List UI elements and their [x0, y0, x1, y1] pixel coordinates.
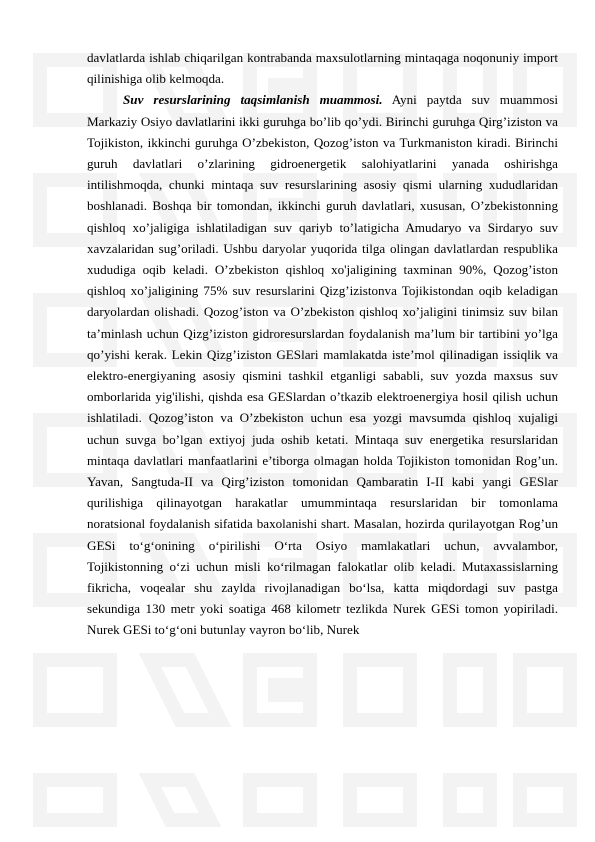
body-text [87, 47, 558, 641]
paragraph-2 [87, 89, 558, 640]
section-heading: Suv resurslarining taqsimlanish muammosi. [123, 92, 383, 108]
paragraph-1-text: davlatlarda ishlab chiqarilgan kontrabanda maxsulotlarning mintaqaga noqonuniy import qilinishiga olib kelmoqda. [87, 50, 558, 87]
paragraph-2-text: Ayni paytda suv muammosi Markaziy Osiyo davlatlarini ikki guruhga bo’lib qo’ydi. Birinchi guruhga Qirg’iziston va Tojikiston, ikkinchi guruhga O’zbekiston, Qozog’iston va Turkmaniston kiradi. Birinchi guruh davlatlari o’zlarining gidroenergetik salohiyatlarini yanada oshirishga intilishmoqda, chunki mintaqa suv resurslarining asosiy qismi ularning xududlaridan boshlanadi. Boshqa bir tomondan, ikkinchi guruh davlatlari, xususan, O’zbekistonning qishloq xo’jaligiga ishlatiladigan suv qariyb to’latigicha Amudaryo va Sirdaryo suv xavzalaridan sug’oriladi. Ushbu daryolar yuqorida tilga olingan davlatlardan respublika xududiga oqib keladi. O’zbekiston qishloq xo'jaligining taxminan 90%, Qozog’iston qishloq xo’jaligining 75% suv resurslarini Qizg’izistonva Tojikistondan oqib keladigan daryolardan olishadi. Qozog’iston va O’zbekiston qishloq xo’jaligini tinimsiz suv bilan ta’minlash uchun Qizg’iziston gidroresurslardan foydalanish ma’lum bir tartibini yo’lga qo’yishi kerak. Lekin Qizg’iziston GESlari mamlakatda iste’mol qilinadigan issiqlik va elektro-energiyaning asosiy qismini tashkil etganligi sababli, suv yozda maxsus suv omborlarida yig'ilishi, qishda esa GESlardan o’tkazib elektroenergiya hosil qilish uchun ishlatiladi. Qozog’iston va O’zbekiston uchun esa yozgi mavsumda qishloq xujaligi uchun suvga bo’lgan extiyoj juda oshib ketati. Mintaqa suv energetika resurslaridan mintaqa davlatlari manfaatlarini e’tiborga olmagan holda Tojikiston tomonidan Rog’un. Yavan, Sangtuda-II va Qirg’iziston tomonidan Qambaratin I-II kabi yangi GESlar qurilishiga qilinayotgan harakatlar umummintaqa resurslaridan bir tomonlama noratsional foydalanish sifatida baxolanishi shart. Masalan, hozirda qurilayotgan Rog’un GESi to‘g‘onining o‘pirilishi O‘rta Osiyo mamlakatlari uchun, avvalambor, Tojikistonning o‘zi uchun misli ko‘rilmagan falokatlar olib keladi. Mutaxassislarning fikricha, voqealar shu zaylda rivojlanadigan bo‘lsa, katta miqdordagi suv pastga sekundiga 130 metr yoki soatiga 468 kilometr tezlikda Nurek GESi tomon yopiriladi. Nurek GESi to‘g‘oni butunlay vayron bo‘lib, Nurek [87, 92, 558, 638]
paragraph-1 [87, 47, 558, 89]
